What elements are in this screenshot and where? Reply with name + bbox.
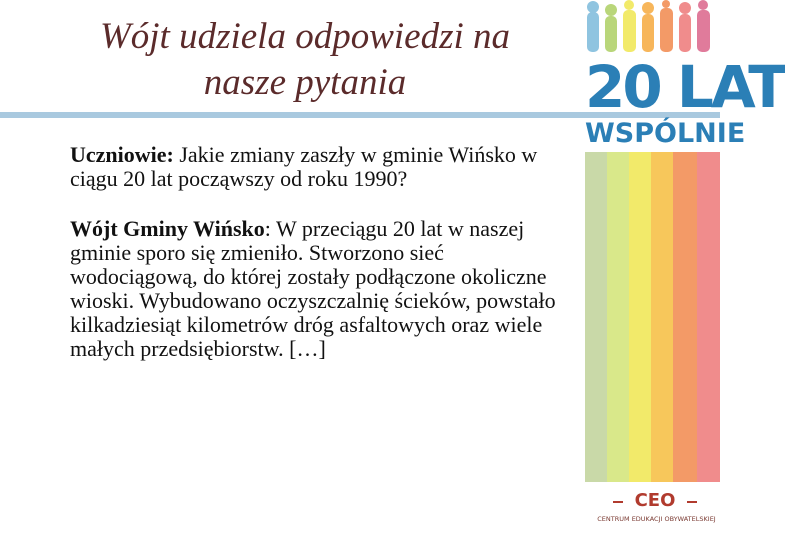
question-text: Jakie zmiany zaszły w gminie Wińsko w ciągu 20 lat począwszy od roku 1990? [70, 142, 538, 191]
question-speaker: Uczniowie: [70, 142, 174, 167]
slide-title [40, 14, 570, 106]
answer-speaker: Wójt Gminy Wińsko [70, 216, 265, 241]
color-stripe [607, 152, 629, 482]
answer-text: : W przeciągu 20 lat w naszej gminie sporo się zmieniło. Stworzono sieć wodociągową, do której zostały podłączone okoliczne wioski. Wybudowano oczyszczalnię ścieków, powstało kilkadziesiąt kilometrów dróg asfaltowych oraz wiele małych przedsiębiorstw. […] [70, 216, 556, 361]
question-paragraph [70, 143, 570, 191]
slide-body [70, 143, 570, 387]
title-line-2: nasze pytania [203, 62, 407, 103]
logo-tagline: WSPÓLNIE [585, 118, 746, 149]
anniversary-logo-panel [585, 0, 785, 540]
logo-headline: 20 LAT [585, 53, 785, 121]
color-stripe [651, 152, 673, 482]
answer-paragraph [70, 217, 570, 361]
color-stripe [585, 152, 607, 482]
ceo-logo [585, 484, 720, 540]
title-line-1: Wójt udziela odpowiedzi na [99, 16, 511, 57]
color-stripe [697, 152, 720, 482]
color-stripe [673, 152, 697, 482]
color-stripe [629, 152, 651, 482]
people-figures-icon [585, 0, 720, 56]
ceo-logo-mark: CEO [625, 490, 685, 512]
ceo-logo-name: CENTRUM EDUKACJI OBYWATELSKIEJ [597, 515, 716, 523]
